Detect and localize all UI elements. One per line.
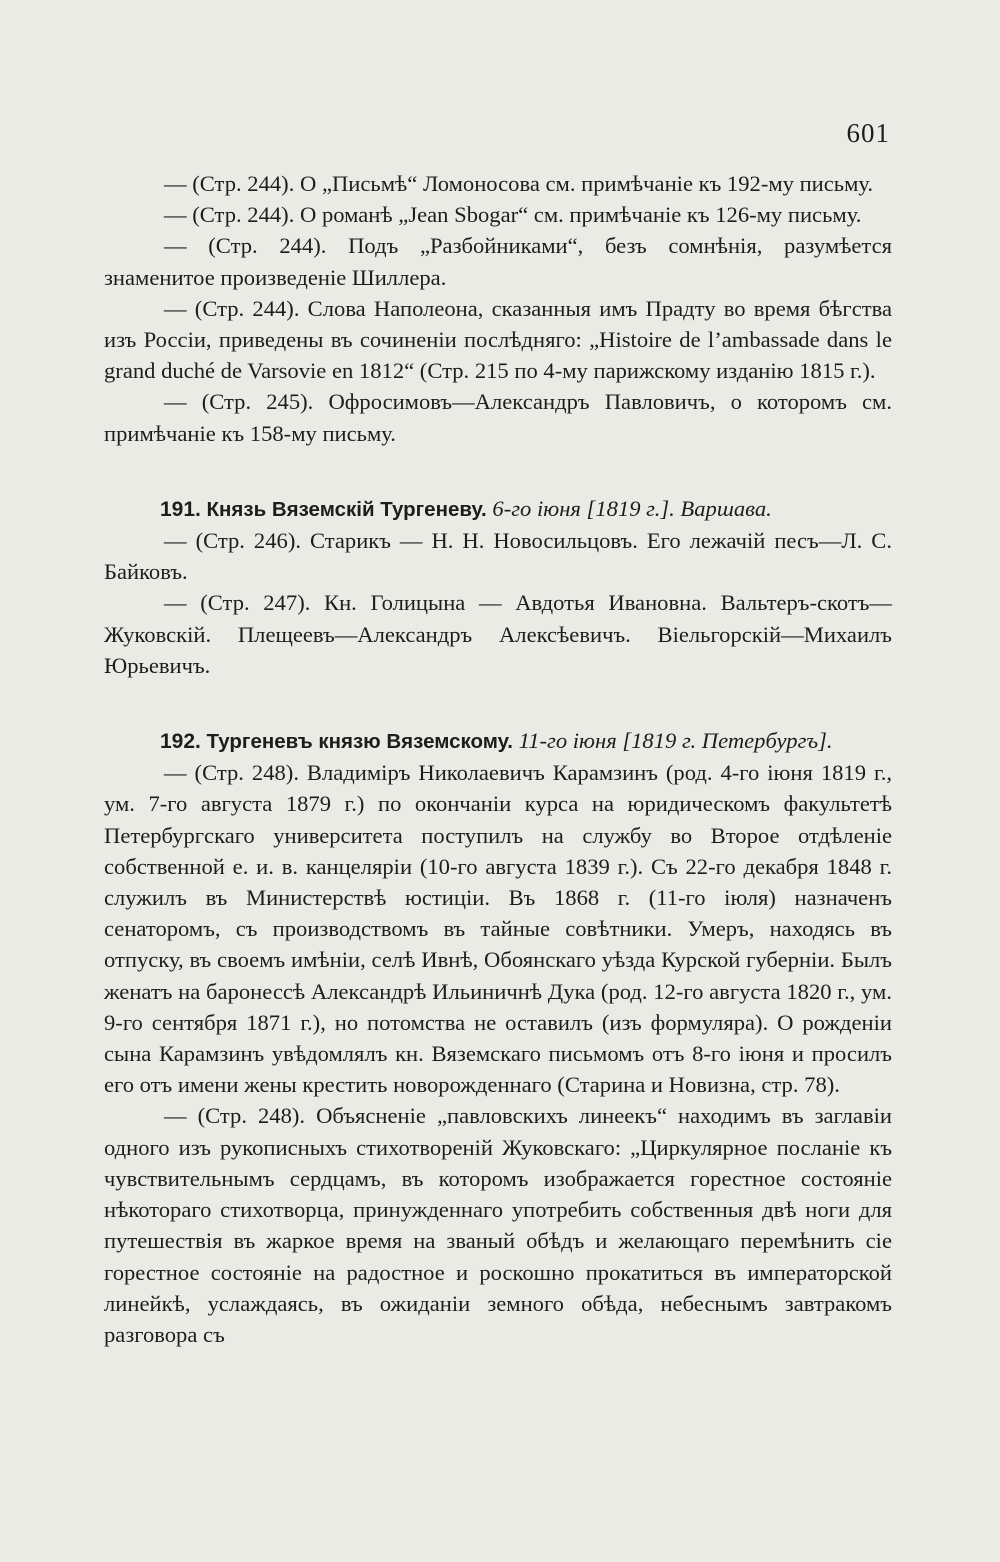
section-date-place: 6-го іюня [1819 г.]. Варшава. — [492, 495, 772, 521]
note-paragraph: — (Стр. 248). Владиміръ Николаевичъ Карамзинъ (род. 4-го іюня 1819 г., ум. 7-го августа 1879 г.) по окончаніи курса на юридическомъ факультетѣ Петербургскаго университета поступилъ на службу во Второе отдѣленіе собственной е. и. в. канцеляріи (10-го августа 1839 г.). Съ 22-го декабря 1848 г. служилъ въ Министерствѣ юстиціи. Въ 1868 г. (11-го іюля) назначенъ сенаторомъ, съ производствомъ въ тайные совѣтники. Умеръ, находясь въ отпуску, въ своемъ имѣніи, селѣ Ивнѣ, Обоянскаго уѣзда Курской губерніи. Былъ женатъ на баронессѣ Александрѣ Ильиничнѣ Дука (род. 12-го августа 1820 г., ум. 9-го сентября 1871 г.), но потомства не оставилъ (изъ формуляра). О рожденіи сына Карамзинъ увѣдомлялъ кн. Вяземскаго письмомъ отъ 8-го іюня и просилъ его отъ имени жены крестить новорожденнаго (Старина и Новизна, стр. 78). — [104, 760, 892, 1098]
section-title: Тургеневъ князю Вяземскому. — [206, 730, 513, 754]
note-paragraph: — (Стр. 244). О романѣ „Jean Sbogar“ см. примѣчаніе къ 126-му письму. — [164, 202, 862, 228]
note-paragraph: — (Стр. 247). Кн. Голицына — Авдотья Ивановна. Вальтеръ-скотъ—Жуковскій. Плещеевъ—Александръ Алексѣевичъ. Віельгорскій—Михаилъ Юрьевичъ. — [104, 590, 892, 678]
page-body — [104, 168, 892, 1350]
section-number: 192. — [160, 730, 201, 754]
page-number: 601 — [846, 118, 890, 148]
section-heading-191 — [104, 493, 892, 525]
note-paragraph: — (Стр. 248). Объясненіе „павловскихъ линеекъ“ находимъ въ заглавіи одного изъ рукописныхъ стихотвореній Жуковскаго: „Циркулярное посланіе къ чувствительнымъ сердцамъ, въ которомъ изображается горестное состояніе нѣкотораго стихотворца, принужденнаго употребить собственныя двѣ ноги для путешествія въ жаркое время на званый обѣдъ и желающаго перемѣнить сіе горестное состояніе на радостное и роскошно прокатиться въ императорской линейкѣ, услаждаясь, въ ожиданіи земного обѣда, небеснымъ завтракомъ разговора съ — [104, 1103, 892, 1347]
note-paragraph: — (Стр. 244). О „Письмѣ“ Ломоносова см. примѣчаніе къ 192-му письму. — [164, 171, 874, 196]
section-date-place: 11-го іюня [1819 г. Петербургъ]. — [518, 728, 833, 754]
note-paragraph: — (Стр. 244). Подъ „Разбойниками“, безъ сомнѣнія, разумѣется знаменитое произведеніе Шиллера. — [104, 233, 892, 290]
note-paragraph: — (Стр. 245). Офросимовъ—Александръ Павловичъ, о которомъ см. примѣчаніе къ 158-му письму. — [104, 389, 892, 446]
note-paragraph: — (Стр. 244). Слова Наполеона, сказанныя имъ Прадту во время бѣгства изъ Россіи, приведены въ сочиненіи послѣдняго: „Histoire de l’ambassade dans le grand duché de Varsovie en 1812“ (Стр. 215 по 4-му парижскому изданію 1815 г.). — [104, 295, 892, 384]
section-title: Князь Вяземскій Тургеневу. — [206, 497, 487, 521]
section-number: 191. — [160, 497, 201, 521]
section-heading-192 — [104, 725, 892, 757]
note-paragraph: — (Стр. 246). Старикъ — Н. Н. Новосильцовъ. Его лежачій песъ—Л. С. Байковъ. — [104, 528, 892, 585]
